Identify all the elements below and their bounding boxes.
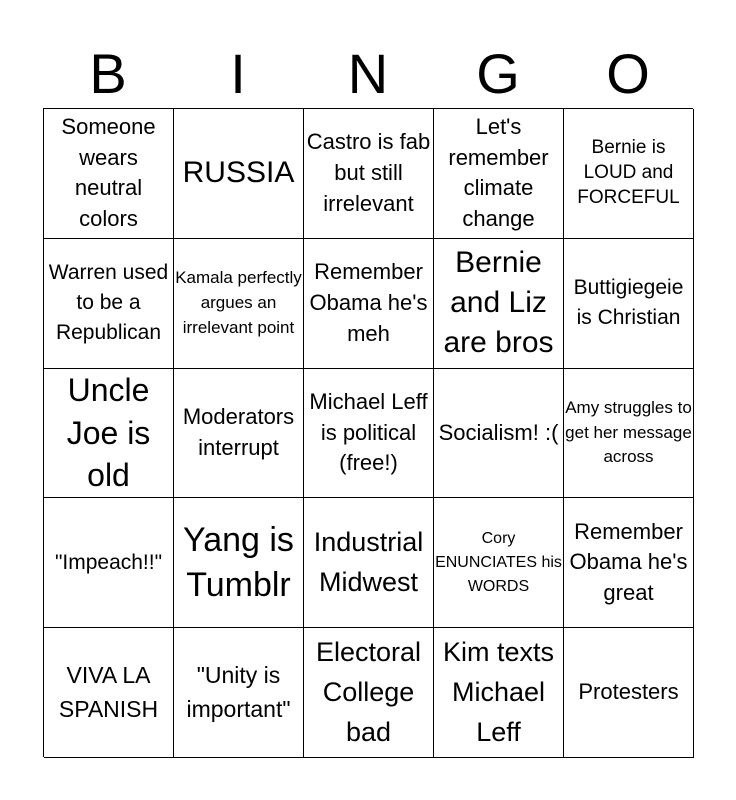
header-letter-n: N bbox=[347, 42, 389, 105]
bingo-cell-text: Industrial Midwest bbox=[313, 526, 424, 597]
bingo-cell bbox=[174, 628, 304, 758]
bingo-card-grid bbox=[43, 108, 693, 757]
bingo-cell-text: "Unity is important" bbox=[186, 662, 291, 722]
header-letter-b: B bbox=[89, 42, 127, 105]
bingo-cell-text: Someone wears neutral colors bbox=[61, 113, 156, 232]
bingo-cell bbox=[564, 109, 694, 239]
bingo-cell-text: Uncle Joe is old bbox=[66, 372, 151, 494]
bingo-cell bbox=[304, 628, 434, 758]
bingo-cell-text: Protesters bbox=[578, 679, 679, 705]
bingo-cell bbox=[44, 498, 174, 628]
header-letter-o: O bbox=[606, 42, 650, 105]
bingo-cell bbox=[44, 628, 174, 758]
bingo-cell bbox=[564, 239, 694, 369]
bingo-cell-text: Buttigiegeie is Christian bbox=[573, 275, 684, 330]
bingo-cell-text: Kim texts Michael Leff bbox=[442, 636, 555, 747]
bingo-cell bbox=[564, 498, 694, 628]
bingo-cell bbox=[44, 109, 174, 239]
bingo-header bbox=[43, 44, 693, 108]
bingo-cell bbox=[174, 369, 304, 499]
bingo-cell bbox=[304, 498, 434, 628]
bingo-cell-text: Let's remember climate change bbox=[448, 113, 549, 232]
bingo-cell bbox=[434, 109, 564, 239]
bingo-cell bbox=[174, 109, 304, 239]
bingo-cell-text: Warren used to be a Republican bbox=[48, 260, 169, 345]
bingo-cell bbox=[564, 369, 694, 499]
bingo-cell-text: Remember Obama he's meh bbox=[309, 259, 428, 346]
bingo-cell bbox=[434, 628, 564, 758]
header-letter-g: G bbox=[476, 42, 520, 105]
bingo-cell-text: Amy struggles to get her message across bbox=[565, 398, 692, 467]
bingo-cell-text: Bernie is LOUD and FORCEFUL bbox=[577, 137, 680, 208]
bingo-cell-text: RUSSIA bbox=[182, 156, 295, 190]
bingo-cell-text: Michael Leff is political (free!) bbox=[309, 388, 428, 476]
bingo-cell bbox=[304, 239, 434, 369]
header-letter-i: I bbox=[230, 42, 246, 105]
bingo-cell bbox=[304, 369, 434, 499]
bingo-cell bbox=[434, 239, 564, 369]
bingo-cell-text: Cory ENUNCIATES his WORDS bbox=[435, 529, 562, 595]
bingo-cell bbox=[174, 498, 304, 628]
bingo-cell-text: Moderators interrupt bbox=[182, 404, 295, 460]
bingo-cell bbox=[174, 239, 304, 369]
bingo-cell-text: Kamala perfectly argues an irrelevant point bbox=[175, 268, 302, 337]
bingo-cell bbox=[304, 109, 434, 239]
bingo-cell-text: Castro is fab but still irrelevant bbox=[306, 129, 431, 216]
bingo-cell bbox=[434, 498, 564, 628]
bingo-cell-text: Socialism! :( bbox=[438, 419, 559, 445]
bingo-cell bbox=[434, 369, 564, 499]
bingo-cell-text: Yang is Tumblr bbox=[183, 520, 294, 604]
bingo-cell-text: Electoral College bad bbox=[315, 636, 422, 747]
bingo-cell-text: "Impeach!!" bbox=[54, 550, 163, 574]
bingo-cell-text: Remember Obama he's great bbox=[569, 518, 688, 606]
bingo-cell-text: VIVA LA SPANISH bbox=[58, 662, 159, 722]
bingo-cell bbox=[44, 239, 174, 369]
bingo-cell-text: Bernie and Liz are bros bbox=[443, 246, 554, 360]
bingo-cell bbox=[564, 628, 694, 758]
bingo-cell bbox=[44, 369, 174, 499]
